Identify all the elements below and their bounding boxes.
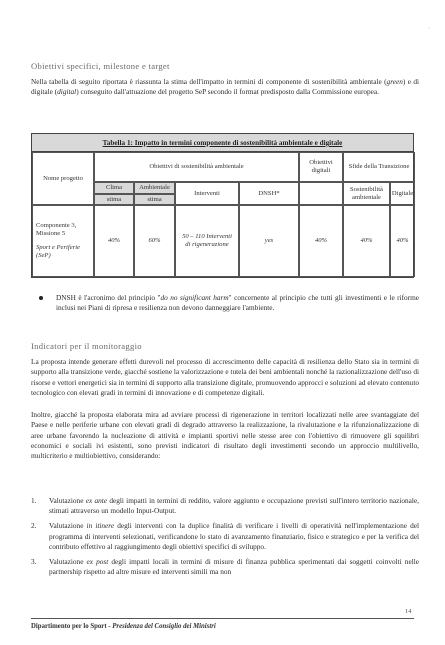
- header-obiettivi-sostenibilita: Obiettivi di sostenibilità ambientale: [94, 152, 299, 182]
- header-sfide-transizione: Sfide della Transizione: [343, 152, 415, 182]
- row-componente: Componente 3, Missione 5: [36, 222, 77, 237]
- header-interventi: Interventi: [175, 182, 239, 205]
- row-clima-value: 40%: [94, 205, 134, 277]
- table-title-band: [32, 134, 413, 152]
- header-obiettivi-digitali: Obiettivi digitali: [299, 152, 343, 182]
- footer: Dipartimento per lo Sport - Presidenza del Consiglio dei Ministri: [31, 623, 216, 630]
- header-obiettivi-digitali-blank: [299, 182, 343, 205]
- valuation-list: [31, 496, 419, 582]
- row-project-name: [32, 205, 94, 277]
- header-clima: Clima: [94, 182, 134, 194]
- row-interventi-value: 50 – 110 Interventi di rigenerazione: [175, 205, 239, 277]
- row-digitale-value: 40%: [390, 205, 415, 277]
- paragraph-inoltre: Inoltre, giacché la proposta elaborata mira ad avviare processi di rigenerazione in territori localizzati nelle aree svantaggiate del Paese e nelle periferie urbane con elevati gradi di degrado attraverso la realizzazione, la rivalutazione e la rifunzionalizzazione di aree urbane favorendo la nucleazione di attività e impianti sportivi nelle stesse aree con l'obiettivo di rimuovere gli squilibri economici e sociali ivi esistenti, sono previsti indicatori di risultato degli investimenti secondo un approccio multilivello, multicriterio e multiobiettivo, considerando:: [31, 410, 419, 461]
- header-sostenibilita-ambientale: Sostenibilità ambientale: [343, 182, 390, 205]
- bullet-icon: [39, 296, 43, 300]
- footer-dept: Dipartimento per lo Sport: [31, 623, 107, 630]
- section-heading-obiettivi: Obiettivi specifici, milestone e target: [31, 61, 170, 71]
- intro-paragraph: Nella tabella di seguito riportata è riassunta la stima dell'impatto in termini di componente di sostenibilità ambientale (green) e di digitale (digital) conseguito dall'attuazione del progetto SeP secondo il format predisposto dalla Commissione europea.: [31, 77, 420, 97]
- row-ambientale-value: 60%: [134, 205, 175, 277]
- table-title: Tabella 1: Impatto in termini componente di sostenibilità ambientale e digitale: [102, 139, 343, 147]
- row-sostenibilita-value: 40%: [343, 205, 390, 277]
- list-item: 2. Valutazione in itinere degli interventi con la duplice finalità di verificare i livelli di operatività nell'implementazione del programma di interventi selezionati, verificandone lo stato di avanzamento finanziario, fisico e strategico e per la verifica del contributo effettivo al raggiungimento degli obiettivi specifici di sviluppo.: [31, 521, 419, 551]
- header-stima-clima: stima: [94, 194, 134, 205]
- header-dnsh: DNSH*: [239, 182, 299, 205]
- paragraph-proposta: La proposta intende generare effetti durevoli nel processo di accrescimento delle capacità di resilienza dello Stato sia in termini di supporto alla transizione verde, giacché sostiene la valorizzazione e tutela dei beni ambientali nonché la razionalizzazione dell'uso di risorse e vettori energetici sia in termini di supporto alla transizione digitale, promuovendo approcci e soluzioni ad elevato contenuto tecnologico con elevati gradi in termini di innovazione e di competenze digitali.: [31, 357, 419, 397]
- dnsh-note: [31, 293, 419, 314]
- header-ambientale: Ambientale: [134, 182, 175, 194]
- row-dnsh-value: yes: [239, 205, 299, 277]
- row-obiettivi-digitali-value: 40%: [299, 205, 343, 277]
- page-number: 14: [405, 608, 412, 615]
- list-item: 1. Valutazione ex ante degli impatti in termini di reddito, valore aggiunto e occupazione previsti sull'intero territorio nazionale, stimati attraverso un modello Input-Output.: [31, 496, 419, 516]
- header-stima-ambientale: stima: [134, 194, 175, 205]
- footer-divider: [31, 618, 414, 619]
- impact-table: [31, 133, 414, 278]
- row-progetto: Sport e Periferie (SeP): [36, 244, 80, 259]
- corner-mark: ·: [428, 26, 430, 32]
- header-nome-progetto: Nome progetto: [32, 152, 94, 205]
- footer-org: Presidenza del Consiglio dei Ministri: [112, 623, 216, 630]
- list-item: 3. Valutazione ex post degli impatti locali in termini di misure di finanza pubblica sperimentati dai soggetti coinvolti nelle partnership rispetto ad altre misure ed interventi simili ma non: [31, 557, 419, 577]
- section-heading-indicatori: Indicatori per il monitoraggio: [31, 341, 142, 351]
- dnsh-note-item: DNSH è l'acronimo del principio "do no significant harm" concernente al principio che tutti gli investimenti e le riforme inclusi nei Piani di ripresa e resilienza non devono danneggiare l'ambiente.: [31, 293, 419, 314]
- header-digitale: Digitale: [390, 182, 415, 205]
